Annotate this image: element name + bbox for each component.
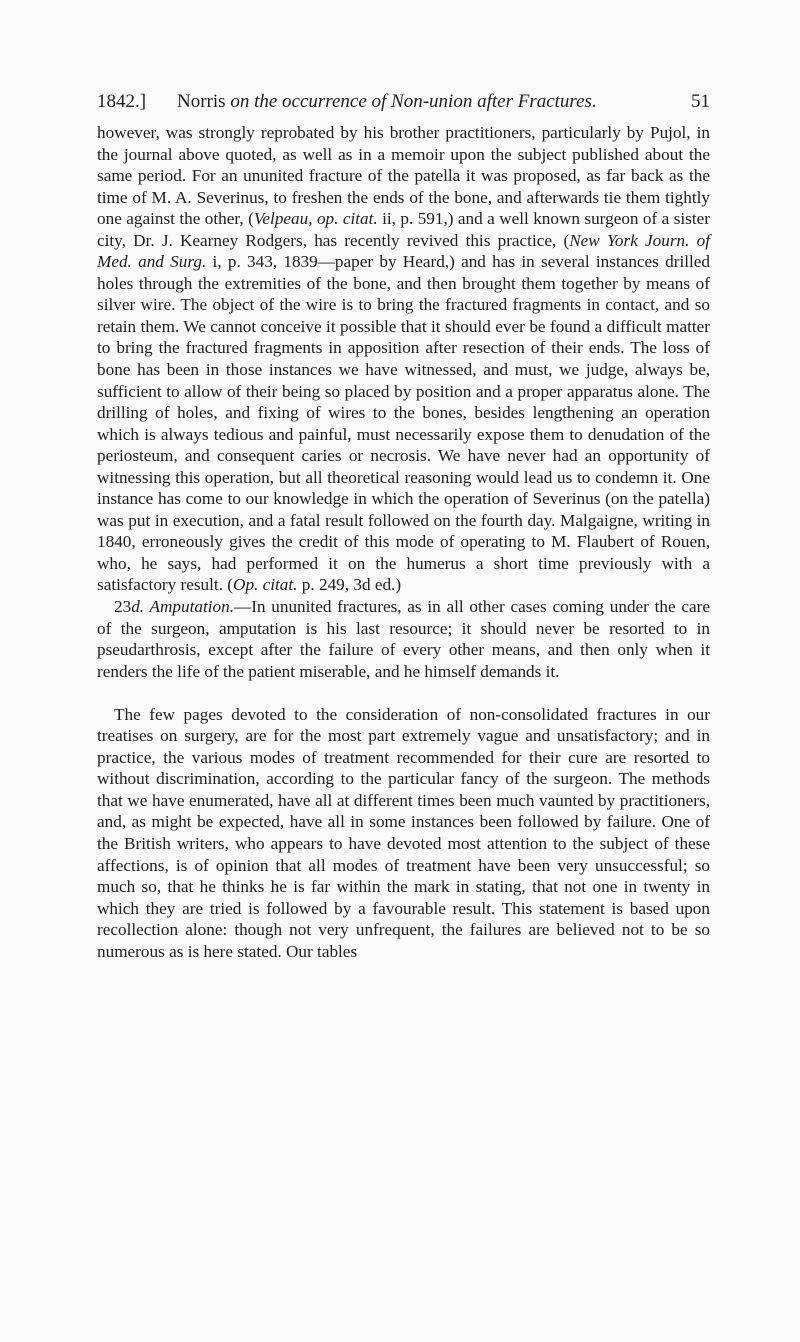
text-segment: however, was strongly reprobated by his brother practitioners, particularly by Pujol, in the journal above quoted, as well as in a memoir upon the subject published about the same period. For an ununited fracture of the patella it was proposed, as far back as the time of M. A. Severinus, to freshen the ends of the bone, and afterwards tie them tightly one against the other, ( bbox=[97, 123, 710, 229]
running-head bbox=[97, 87, 710, 117]
paragraph-amputation bbox=[97, 596, 710, 682]
text-segment: 23 bbox=[114, 597, 132, 617]
running-head-title-italic: on the occurrence of Non-union after Fractures. bbox=[230, 91, 597, 112]
text-segment: ii, p. 591,) and a well known surgeon of a sister city, Dr. J. Kearney Rodgers, has recently revived this practice, ( bbox=[97, 209, 710, 250]
text-segment: p. 249, 3d ed.) bbox=[297, 575, 402, 595]
italic-text-segment: Op. citat. bbox=[233, 575, 298, 595]
italic-text-segment: d. Amputation. bbox=[131, 597, 235, 617]
running-head-title-lead: Norris bbox=[177, 91, 231, 112]
page-number: 51 bbox=[691, 91, 710, 112]
running-head-title bbox=[177, 87, 597, 117]
body-text bbox=[97, 122, 710, 962]
text-segment: i, p. 343, 1839—paper by Heard,) and has in several instances drilled holes through the extremities of the bone, and then brought them together by means of silver wire. The object of the wire is to bring the fractured fragments in contact, and so retain them. We cannot conceive it possible that it should ever be found a difficult matter to bring the fractured fragments in apposition after resection of their ends. The loss of bone has been in those instances we have witnessed, and must, we judge, always be, sufficient to allow of their being so placed by position and a proper apparatus alone. The drilling of holes, and fixing of wires to the bones, besides lengthening an operation which is always tedious and painful, must necessarily expose them to denudation of the periosteum, and consequent caries or necrosis. We have never had an opportunity of witnessing this operation, but all theoretical reasoning would lead us to condemn it. One instance has come to our knowledge in which the operation of Severinus (on the patella) was put in execution, and a fatal result followed on the fourth day. Malgaigne, writing in 1840, erroneously gives the credit of this mode of operating to M. Flaubert of Rouen, who, he says, had performed it on the humerus a short time previously with a satisfactory result. ( bbox=[97, 252, 710, 595]
italic-text-segment: New York Journ. of Med. and Surg. bbox=[97, 230, 710, 272]
paragraph-continuation bbox=[97, 122, 710, 596]
italic-text-segment: Velpeau, op. citat. bbox=[253, 209, 378, 229]
running-head-year: 1842.] bbox=[97, 91, 147, 112]
text-segment: The few pages devoted to the consideration of non-consolidated fractures in our treatises on surgery, are for the most part extremely vague and unsatisfactory; and in practice, the various modes of treatment recommended for their cure are resorted to without discrimination, according to the particular fancy of the surgeon. The methods that we have enumerated, have all at different times been much vaunted by practitioners, and, as might be expected, have all in some instances been followed by failure. One of the British writers, who appears to have devoted most attention to the subject of these affections, is of opinion that all modes of treatment have been very unsuccessful; so much so, that he thinks he is far within the mark in stating, that not one in twenty in which they are tried is followed by a favourable result. This statement is based upon recollection alone: though not very unfrequent, the failures are believed not to be so numerous as is here stated. Our tables bbox=[97, 704, 710, 961]
text-segment: —In ununited fractures, as in all other cases coming under the care of the surgeon, amputation is his last resource; it should never be resorted to in pseudarthrosis, except after the failure of every other means, and then only when it renders the life of the patient miserable, and he himself demands it. bbox=[97, 597, 710, 681]
paragraph-discussion bbox=[97, 704, 710, 963]
